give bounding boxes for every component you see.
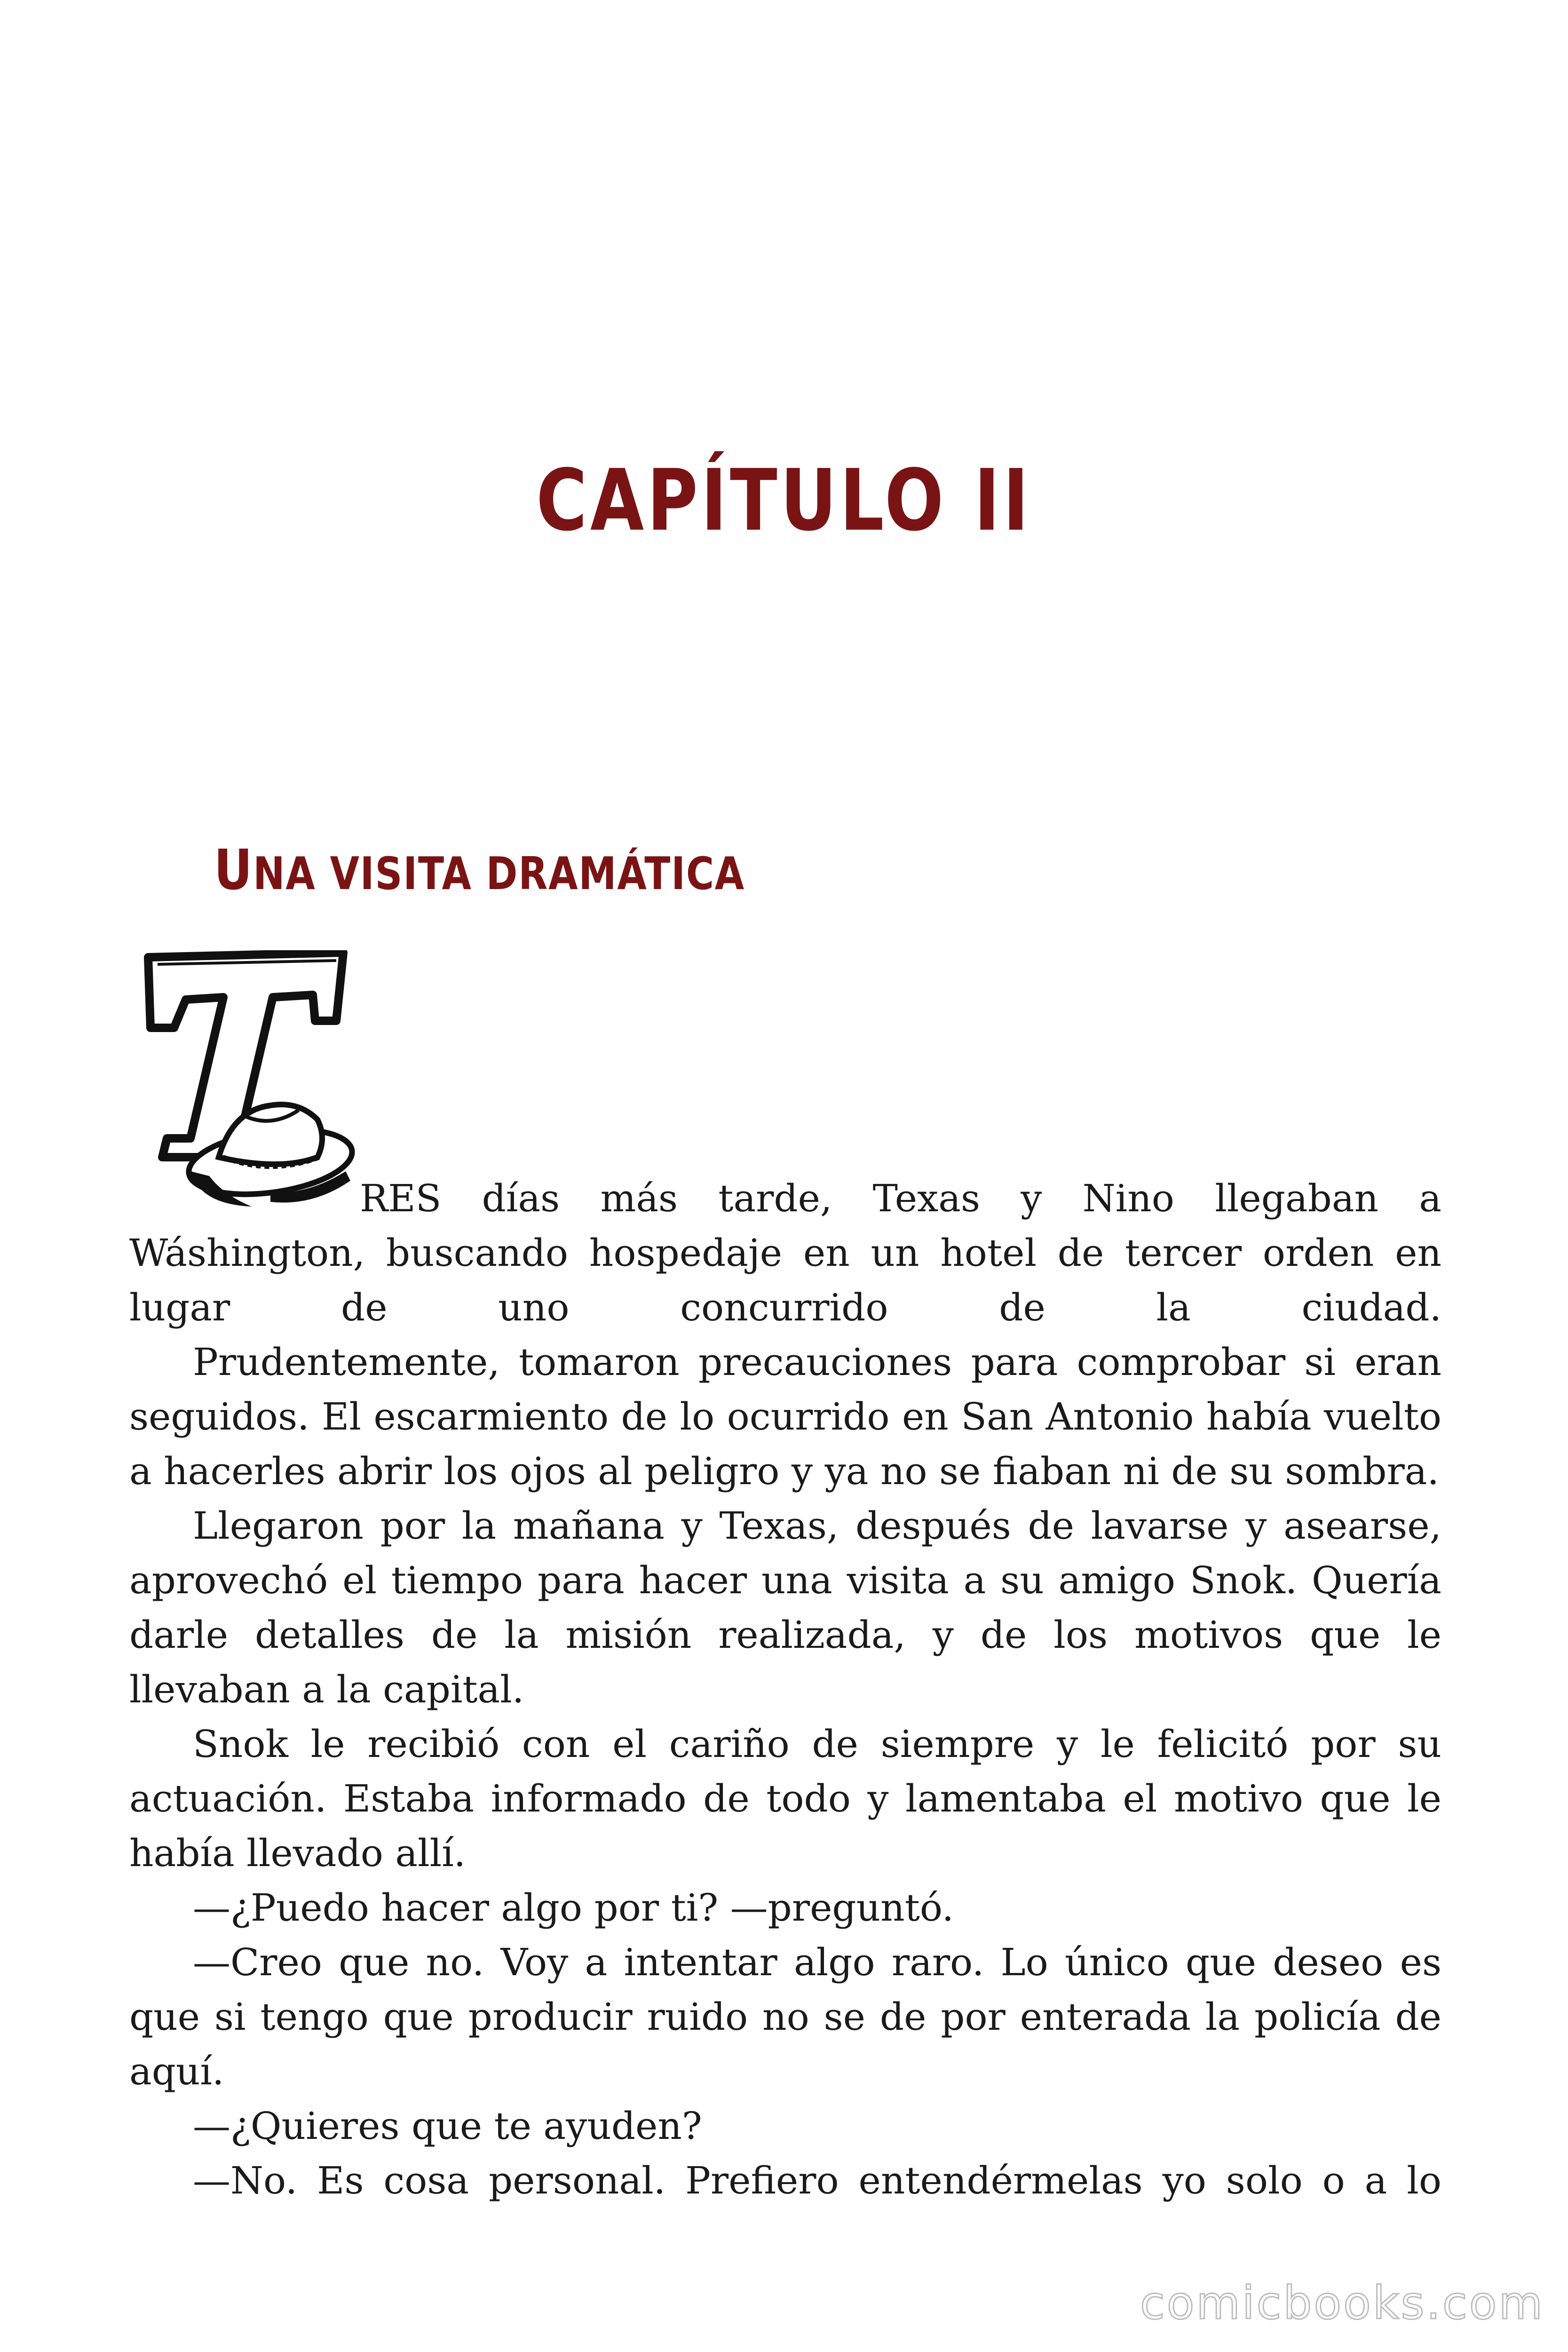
section-title-initial: U xyxy=(214,837,253,902)
paragraph: —¿Quieres que te ayuden? xyxy=(193,2104,702,2148)
paragraph: —No. Es cosa personal. Prefiero entendérmelas yo solo o a lo xyxy=(193,2159,1441,2202)
paragraph: RES días más tarde, Texas y Nino llegaban a Wáshington, buscando hospedaje en un hotel de tercer orden en lugar de uno concurrido de la ciudad. xyxy=(129,1176,1441,1329)
section-title-rest: NA VISITA DRAMÁTICA xyxy=(253,848,745,900)
paragraph: Snok le recibió con el cariño de siempre y le felicitó por su actuación. Estaba informado de todo y lamentaba el motivo que le había llevado allí. xyxy=(129,1722,1441,1875)
body-text xyxy=(129,1171,1441,2208)
paragraph: Prudentemente, tomaron precauciones para comprobar si eran seguidos. El escarmiento de lo ocurrido en San Antonio había vuelto a hacerles abrir los ojos al peligro y ya no se fiaban ni de su sombra. xyxy=(129,1340,1441,1493)
paragraph: —¿Puedo hacer algo por ti? —preguntó. xyxy=(193,1886,954,1930)
chapter-title: CAPÍTULO II xyxy=(536,452,1032,550)
paragraph: —Creo que no. Voy a intentar algo raro. Lo único que deseo es que si tengo que producir ruido no se de por enterada la policía de aquí. xyxy=(129,1940,1441,2093)
section-title xyxy=(214,837,745,902)
paragraph: Llegaron por la mañana y Texas, después de lavarse y asearse, aprovechó el tiempo para hacer una visita a su amigo Snok. Quería darle detalles de la misión realizada, y de los motivos que le llevaban a la capital. xyxy=(129,1504,1441,1711)
watermark: comicbooks.com xyxy=(1140,2277,1544,2329)
